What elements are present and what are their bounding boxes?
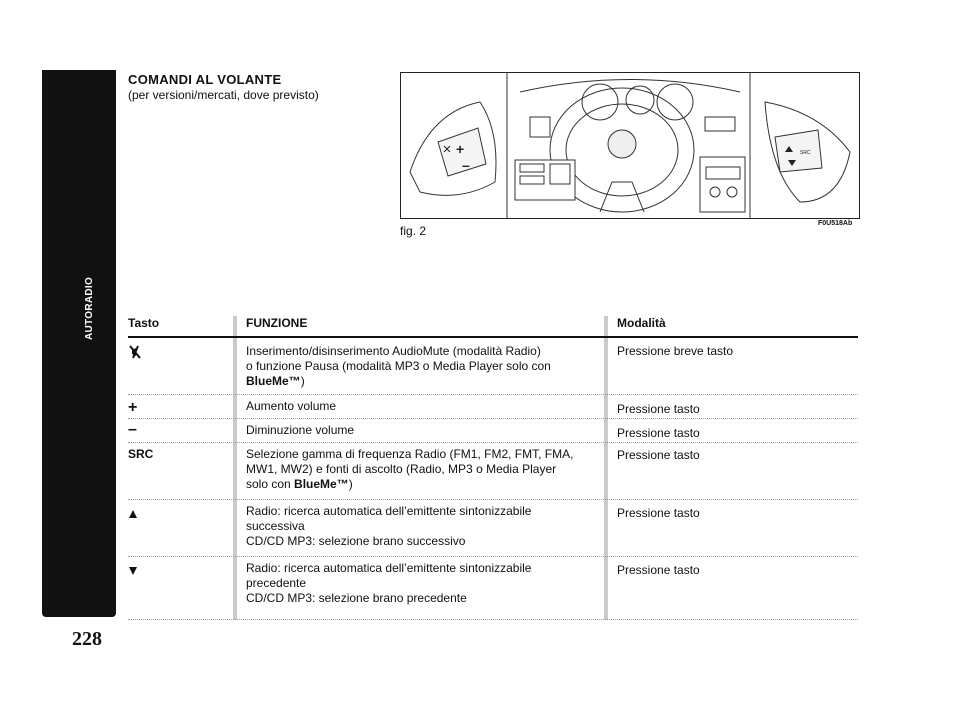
table-row [128, 500, 858, 557]
minus-key: – [128, 421, 137, 438]
page-number: 228 [72, 628, 102, 650]
mute-icon [128, 344, 142, 363]
mode-text: Pressione breve tasto [617, 344, 734, 358]
table-row [128, 443, 858, 500]
table-row [128, 342, 858, 395]
table-row [128, 557, 858, 620]
figure-code: F0U518Ab [818, 220, 853, 227]
svg-text:+: + [456, 141, 465, 157]
mode-text: Pressione tasto [617, 563, 700, 577]
header-key: Tasto [128, 316, 160, 330]
table-row [128, 419, 858, 443]
function-text: Diminuzione volume [246, 423, 355, 437]
sidebar-tab [42, 70, 116, 617]
function-text: Selezione gamma di frequenza Radio (FM1, FM2, FMT, FMA, MW1, MW2) e fonti di ascolto (Radio, MP3 o Media Player solo con BlueMe™) [246, 447, 574, 491]
mode-text: Pressione tasto [617, 426, 700, 440]
svg-text:SRC: SRC [800, 150, 811, 156]
mode-text: Pressione tasto [617, 448, 700, 462]
src-key: SRC [128, 447, 154, 461]
plus-key: + [128, 399, 138, 416]
header-mode: Modalità [617, 316, 666, 330]
header-function: FUNZIONE [246, 316, 308, 330]
arrow-down-icon [128, 565, 138, 579]
sidebar-label: AUTORADIO [84, 276, 95, 340]
mode-text: Pressione tasto [617, 402, 700, 416]
section-subtitle: (per versioni/mercati, dove previsto) [128, 88, 319, 102]
table-row [128, 395, 858, 419]
function-text: Radio: ricerca automatica dell’emittente sintonizzabile successiva CD/CD MP3: selezione brano successivo [246, 504, 532, 548]
mode-text: Pressione tasto [617, 506, 700, 520]
figure-caption: fig. 2 [400, 224, 427, 238]
svg-text:–: – [462, 157, 470, 173]
steering-wheel-figure [400, 72, 860, 219]
header-rule [128, 336, 858, 338]
arrow-up-icon [128, 508, 138, 522]
function-text: Aumento volume [246, 399, 337, 413]
section-title: COMANDI AL VOLANTE [128, 72, 282, 87]
controls-table [128, 316, 858, 620]
function-text: Radio: ricerca automatica dell’emittente sintonizzabile precedente CD/CD MP3: selezione brano precedente [246, 561, 532, 605]
function-text: Inserimento/disinserimento AudioMute (modalità Radio) o funzione Pausa (modalità MP3 o Media Player solo con BlueMe™) [246, 344, 551, 388]
